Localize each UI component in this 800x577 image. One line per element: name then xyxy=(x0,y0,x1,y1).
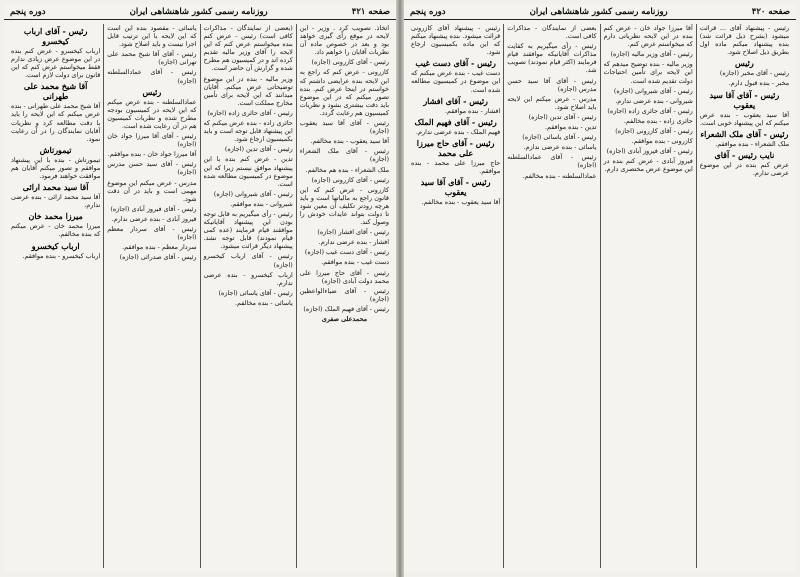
paragraph: رئیس - آقای سردار معظم (اجازه) xyxy=(107,224,197,242)
paragraph: رئیس - آقای شیروانی (اجازه) xyxy=(213,189,293,198)
paragraph: رئیس - آقای کازرونی (اجازه) xyxy=(615,127,693,136)
paragraph: آقا میرزا جواد خان - عرض کنم بنده در این لایحه نظریاتی دارم که میخواستم عرض کنم. xyxy=(603,24,693,49)
paragraph: رئیس - آقای حاج میرزا علی محمد دولت آبادی (اجازه) xyxy=(299,268,389,285)
book-gutter xyxy=(396,0,404,577)
paragraph: وزیر مالیه - بنده توضیح میدهم که این لایحه برای تأمین احتیاجات دولت تقدیم شده است. xyxy=(603,60,693,85)
paragraph: اتخاذ. تصویب کرد . وزیر - این لایحه در موقع رأی گیری خواهد بود و بعد در خصوص ماده آن نظریات آقایان را خواهم داد. xyxy=(299,24,389,57)
speaker-heading: آقا سید محمد ارائی xyxy=(22,182,89,193)
speaker-heading: ارباب کیخسرو xyxy=(31,240,80,251)
paragraph: میرزا محمد خان - عرض میکنم که بنده مخالفم. xyxy=(11,222,101,239)
paragraph: تدین - بنده موافقم. xyxy=(544,123,597,132)
paragraph: رئیس - آقای صدرائی (اجازه) xyxy=(119,253,197,262)
session-label: دوره پنجم xyxy=(410,6,446,17)
paragraph: رئیس - آقای وزیر مالیه (اجازه) xyxy=(610,50,693,59)
text-column xyxy=(297,24,392,568)
paragraph: رئیس - پیشنهاد آقای کازرونی قرائت میشود. بنده پیشنهاد میکنم که این ماده بکمیسیون ارجاع شود. xyxy=(411,24,501,57)
paragraph: رئیس - آقای دست غیب (اجازه) xyxy=(304,248,389,257)
paragraph: سردار معظم - بنده موافقم. xyxy=(122,243,197,252)
paragraph: رئیس - آقای آقا شیخ محمد علی تهرانی (اجازه) xyxy=(107,50,197,67)
paragraph: ارباب کیخسرو - بنده عرضی ندارم. xyxy=(203,270,293,287)
text-column xyxy=(104,24,200,568)
speaker-heading: رئیس - آقای حاج میرزا علی محمد xyxy=(416,137,495,158)
paragraph: رئیس - آقای کازرونی (اجازه) xyxy=(311,175,389,184)
speaker-heading: رئیس - آقای دست غیب xyxy=(415,58,496,69)
paragraph: فهیم الملک - بنده عرضی ندارم. xyxy=(416,127,501,136)
page-header xyxy=(404,4,796,20)
speaker-heading: رئیس - آقای افشار xyxy=(423,95,488,106)
paragraph: رئیس - آقای عمادالسلطنه (اجازه) xyxy=(107,68,197,85)
paragraph: یاسائی - بنده عرضی ندارم. xyxy=(523,143,597,152)
paragraph: رئیس - پیشنهاد آقای ... قرائت میشود (بشرح ذیل قرائت شد) بنده پیشنهاد میکنم ماده اول بطریق ذیل اصلاح شود. xyxy=(699,24,789,57)
speaker-heading: تیمورتاش xyxy=(39,144,72,155)
paragraph: کازرونی - عرض کنم که این قانون راجع به مالیاتها است و باید هرچه زودتر تکلیف آن معین شود تا دولت بتواند عایدات خودش را وصول کند. xyxy=(299,185,389,227)
paragraph: رئیس - آقای فهیم الملک (اجازه) xyxy=(303,304,389,313)
paragraph: رئیس - آقای یاسائی (اجازه) xyxy=(522,133,597,142)
paragraph: رئیس - آقای یاسائی (اجازه) xyxy=(218,288,293,297)
paragraph: آقا سید یعقوب - بنده عرض میکنم که این پیشنهاد خوبی است. xyxy=(699,110,789,127)
paragraph: آقا سید یعقوب - بنده مخالفم. xyxy=(310,137,389,146)
page-header xyxy=(4,4,396,20)
paragraph: رئیس - آقای ضیاءالواعظین (اجازه) xyxy=(299,286,389,303)
paragraph: فیروز آبادی - عرض کنم بنده در این موضوع عرض مختصری دارم. xyxy=(603,157,693,174)
paragraph: تیمورتاش - بنده با این پیشنهاد موافقم و تصور میکنم آقایان هم موافقت خواهند فرمود. xyxy=(11,155,101,181)
paragraph: رئیس - رأی میگیریم به قابل توجه بودن این پیشنهاد آقایانیکه موافقند قیام فرمایند (عده کمی قیام نمودند) قابل توجه نشد. پیشنهاد دیگر قرائت میشود. xyxy=(203,209,293,251)
paragraph: عمادالسلطنه - بنده مخالفم. xyxy=(522,171,597,180)
speaker-heading: رئیس xyxy=(142,86,162,97)
paragraph: شیروانی - بنده عرضی ندارم. xyxy=(615,96,693,105)
paragraph: آقا سید محمد ارائی - بنده عرضی ندارم. xyxy=(11,193,101,210)
paragraph: ارباب کیخسرو - عرض کنم بنده در این موضوع عرض زیادی ندارم فقط میخواستم عرض کنم که این قانون برای دولت لازم است. xyxy=(11,47,101,80)
paragraph: رئیس - آقای تدین (اجازه) xyxy=(224,145,293,154)
page-number: صفحه ۴۲۱ xyxy=(351,6,390,17)
speaker-heading: رئیس - آقای ارباب کیخسرو xyxy=(23,26,88,46)
text-column xyxy=(697,24,792,568)
speaker-heading: میرزا محمد خان xyxy=(28,211,83,222)
paragraph: وزیر مالیه - بنده در این موضوع توضیحاتی عرض میکنم. آقایان میدانند که این لایحه برای تأمین مخارج مملکت است. xyxy=(203,74,293,107)
text-column xyxy=(201,24,297,568)
paragraph: رئیس - آقای ارباب کیخسرو (اجازه) xyxy=(203,252,293,269)
paragraph: کازرونی - عرض کنم که راجع به این لایحه بنده عرایضی داشتم که خواستم در اینجا عرض کنم. بنده تصور میکنم که در این موضوع باید دقت بیشتری بشود و نظریات کمیسیون هم رعایت گردد. xyxy=(299,68,389,117)
right-page xyxy=(404,4,796,572)
signature-line: محمدعلی صفری xyxy=(321,315,367,323)
text-columns xyxy=(408,24,792,568)
text-column xyxy=(601,24,697,568)
speaker-heading: رئیس xyxy=(735,58,754,69)
paragraph: حاج میرزا علی محمد - بنده موافقم. xyxy=(411,158,501,175)
paragraph: عرض کنم بنده در این موضوع عرضی ندارم. xyxy=(699,160,789,177)
paragraph: ملک الشعراء - بنده هم مخالفم. xyxy=(305,165,389,174)
paragraph: عمادالسلطنه - بنده عرض میکنم که این لایحه در کمیسیون بودجه مطرح شده و نظریات کمیسیون هم در آن رعایت شده است. xyxy=(107,97,197,130)
paragraph: افشار - بنده موافقم. xyxy=(444,106,501,115)
text-columns xyxy=(8,24,392,568)
paragraph: دست غیب - بنده عرض میکنم که این موضوع در کمیسیون مطالعه شده است. xyxy=(411,69,501,94)
speaker-heading: رئیس - آقای آقا سید یعقوب xyxy=(709,89,780,110)
speaker-heading: رئیس - آقای آقا سید یعقوب xyxy=(420,177,491,198)
paragraph: فیروز آبادی - بنده عرضی ندارم. xyxy=(111,214,197,223)
paragraph: بعضی از نمایندگان - مذاکرات کافی است. xyxy=(507,24,597,41)
left-page xyxy=(4,4,396,572)
paragraph: یاسائی - بنده مخالفم. xyxy=(234,298,293,307)
paragraph: کازرونی - بنده موافقم. xyxy=(631,137,693,146)
paragraph: ملک الشعراء - بنده موافقم. xyxy=(715,139,789,148)
paragraph: رئیس - آقای مخبر (اجازه) xyxy=(719,69,789,78)
paragraph: رئیس - رأی میگیریم به کفایت مذاکرات آقایانیکه موافقند قیام فرمایند (اکثر قیام نمودند) تصویب شد. xyxy=(507,42,597,75)
paragraph: رئیس - آقای عمادالسلطنه (اجازه) xyxy=(507,153,597,170)
paragraph: حائری زاده - بنده مخالفم. xyxy=(623,116,693,125)
paragraph: رئیس - آقای فیروز آبادی (اجازه) xyxy=(110,204,197,213)
paragraph: افشار - بنده عرضی ندارم. xyxy=(318,238,389,247)
paragraph: (بعضی از نمایندگان - مذاکرات کافی است) رئیس - عرض کنم بنده میخواستم عرض کنم که این لایحه را آقای وزیر مالیه تقدیم کرده اند و در کمیسیون هم مطرح شده و گزارش آن حاضر است. xyxy=(203,24,293,73)
paragraph: شیروانی - بنده موافقم. xyxy=(230,199,293,208)
paragraph: رئیس - آقای ملک الشعراء (اجازه) xyxy=(299,147,389,164)
paragraph: رئیس - آقای فیروز آبادی (اجازه) xyxy=(606,147,693,156)
speaker-heading: نایب رئیس - آقای xyxy=(714,149,775,160)
paragraph: مدرس - عرض میکنم این لایحه باید اصلاح شود. xyxy=(507,94,597,111)
paragraph: رئیس - آقای آقا سید حسن مدرس (اجازه) xyxy=(507,76,597,93)
paragraph: آقا سید یعقوب - بنده مخالفم. xyxy=(421,198,501,207)
paragraph: رئیس - آقای آقا میرزا جواد خان (اجازه) xyxy=(107,132,197,149)
gazette-title: روزنامه رسمی کشور شاهنشاهی ایران xyxy=(529,6,668,17)
paragraph: رئیس - آقای شیروانی (اجازه) xyxy=(613,86,693,95)
paragraph: یاسائی - مقصود بنده این است که این لایحه با این ترتیب قابل اجرا نیست و باید اصلاح شود. xyxy=(107,24,197,49)
paragraph: آقا میرزا جواد خان - بنده موافقم. xyxy=(107,150,197,159)
paragraph: ارباب کیخسرو - بنده موافقم. xyxy=(22,251,101,260)
text-column xyxy=(8,24,104,568)
paragraph: آقا شیخ محمد علی طهرانی - بنده عرض میکنم که این لایحه را باید با دقت مطالعه کرد و نظریات آقایان نمایندگان را در آن رعایت نمود. xyxy=(11,102,101,143)
gazette-title: روزنامه رسمی کشور شاهنشاهی ایران xyxy=(129,6,268,17)
text-column xyxy=(504,24,600,568)
speaker-heading: آقا شیخ محمد علی طهرانی xyxy=(23,81,88,102)
paragraph: رئیس - آقای افشار (اجازه) xyxy=(317,228,389,237)
speaker-heading: رئیس - آقای فهیم الملک xyxy=(414,116,497,127)
paragraph: مدرس - عرض میکنم این موضوع مهمی است و باید در آن دقت شود. xyxy=(107,178,197,203)
paragraph: رئیس - آقای تدین (اجازه) xyxy=(528,112,597,121)
paragraph: رئیس - آقای سید حسن مدرس (اجازه) xyxy=(107,160,197,177)
paragraph: رئیس - آقای حائری زاده (اجازه) xyxy=(207,108,293,117)
paragraph: تدین - عرض کنم بنده با این پیشنهاد موافق نیستم زیرا که این موضوع در کمیسیون مطالعه شده است. xyxy=(203,155,293,188)
paragraph: رئیس - آقای آقا سید یعقوب (اجازه) xyxy=(299,119,389,136)
paragraph: دست غیب - بنده موافقم. xyxy=(321,258,389,267)
text-column xyxy=(408,24,504,568)
speaker-heading: رئیس - آقای ملک الشعراء xyxy=(700,128,789,139)
paragraph: رئیس - آقای کازرونی (اجازه) xyxy=(311,58,389,67)
paragraph: رئیس - آقای حائری زاده (اجازه) xyxy=(607,106,693,115)
paragraph: حائری زاده - بنده عرض میکنم که این پیشنهاد قابل توجه است و باید بکمیسیون ارجاع شود. xyxy=(203,119,293,144)
page-number: صفحه ۴۲۰ xyxy=(751,6,790,17)
session-label: دوره پنجم xyxy=(10,6,46,17)
paragraph: مخبر - بنده قبول دارم. xyxy=(728,79,789,88)
